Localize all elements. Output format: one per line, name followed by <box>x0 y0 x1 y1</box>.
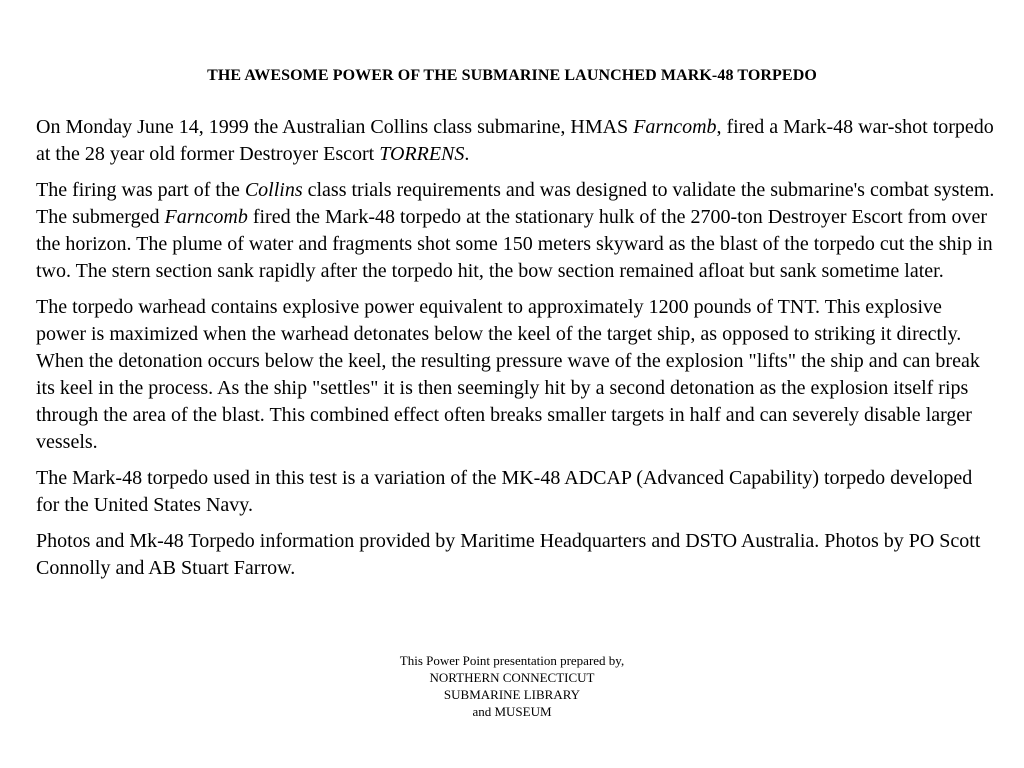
ship-name-farncomb: Farncomb <box>633 116 717 138</box>
class-name-collins: Collins <box>244 179 303 201</box>
paragraph-credits: Photos and Mk-48 Torpedo information provided by Maritime Headquarters and DSTO Australia. Photos by PO Scott Connolly and AB Stuart Farrow. <box>36 530 981 579</box>
footer-line: NORTHERN CONNECTICUT <box>429 670 595 685</box>
paragraph-text: . <box>464 143 470 165</box>
footer-credit <box>0 652 1024 720</box>
paragraph-text: fired the Mark-48 torpedo at the stationary hulk of the 2700-ton Destroyer Escort from over the horizon. The plume of water and fragments shot some 150 meters skyward as the blast of the torpedo cut the ship in two. The stern section sank rapidly after the torpedo hit, the bow section remained afloat but sank sometime later. <box>36 206 993 282</box>
ship-name-torrens: TORRENS <box>379 143 465 165</box>
paragraph-adcap: The Mark-48 torpedo used in this test is a variation of the MK-48 ADCAP (Advanced Capability) torpedo developed for the United States Navy. <box>36 467 973 516</box>
slide-title: THE AWESOME POWER OF THE SUBMARINE LAUNCHED MARK-48 TORPEDO <box>207 67 817 84</box>
ship-name-farncomb: Farncomb <box>164 206 248 228</box>
paragraph-text: class trials requirements and was designed to validate the submarine's combat system. The submerged <box>36 179 995 228</box>
footer-line: and MUSEUM <box>472 704 552 719</box>
body-text <box>36 114 996 591</box>
paragraph-text: , fired a Mark-48 war-shot torpedo at the 28 year old former Destroyer Escort <box>36 116 994 165</box>
paragraph-text: The firing was part of the <box>36 179 245 201</box>
paragraph-warhead: The torpedo warhead contains explosive power equivalent to approximately 1200 pounds of TNT. This explosive power is maximized when the warhead detonates below the keel of the target ship, as opposed to striking it directly. When the detonation occurs below the keel, the resulting pressure wave of the explosion "lifts" the ship and can break its keel in the process. As the ship "settles" it is then seemingly hit by a second detonation as the explosion itself rips through the area of the blast. This combined effect often breaks smaller targets in half and can severely disable larger vessels. <box>36 296 980 453</box>
paragraph-firing-event <box>36 114 996 168</box>
footer-line: SUBMARINE LIBRARY <box>443 687 581 702</box>
paragraph-text: On Monday June 14, 1999 the Australian Collins class submarine, HMAS <box>36 116 634 138</box>
paragraph-trials <box>36 177 996 285</box>
footer-line: This Power Point presentation prepared by, <box>399 653 625 668</box>
